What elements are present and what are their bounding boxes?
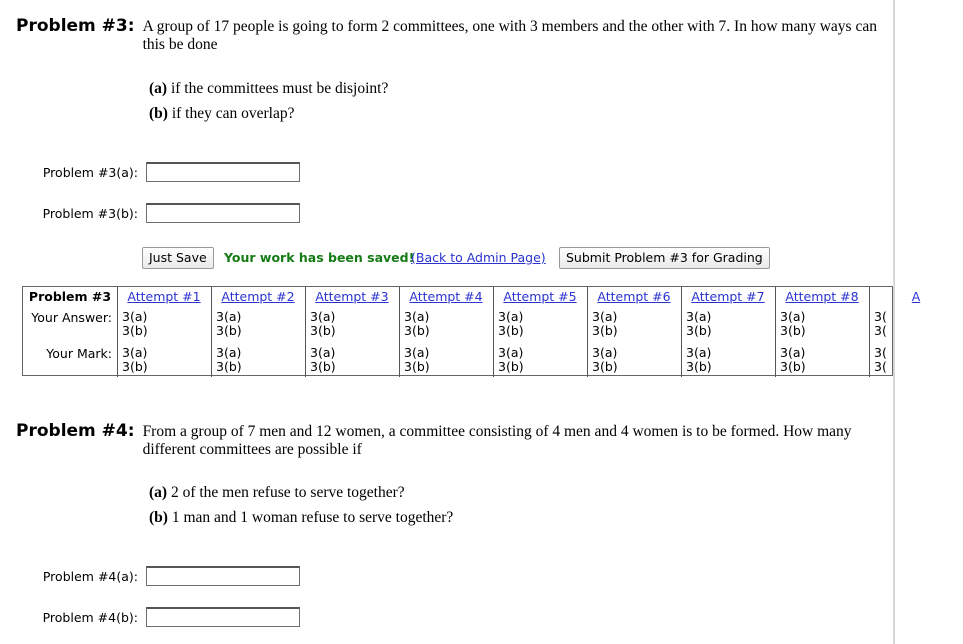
answer-label-3b: Problem #3(b):	[42, 205, 138, 221]
problem-4-part-b	[149, 509, 453, 527]
cell-line: 3(b)	[216, 323, 242, 338]
answer-row-3b	[0, 203, 300, 223]
problem-4-heading: Problem #4:	[16, 421, 135, 441]
problem-3-statement	[16, 16, 884, 54]
part-text: 1 man and 1 woman refuse to serve together?	[171, 509, 454, 526]
cell-line: 3(a)	[780, 345, 806, 360]
row-label-your-mark: Your Mark:	[46, 346, 112, 361]
answer-label-4a: Problem #4(a):	[42, 568, 138, 584]
column-divider	[493, 287, 494, 377]
mark-cell	[780, 346, 806, 374]
attempt-header-8[interactable]	[775, 287, 869, 307]
cell-line: 3(b)	[780, 359, 806, 374]
cell-line: 3(b)	[310, 359, 336, 374]
answer-cell	[686, 310, 712, 338]
attempt-link[interactable]: Attempt #5	[503, 289, 577, 304]
cell-line: 3(a)	[122, 309, 148, 324]
answer-label-4b: Problem #4(b):	[42, 609, 138, 625]
answer-cell	[404, 310, 430, 338]
part-label: (a)	[149, 80, 168, 97]
answer-row-4b	[0, 607, 300, 627]
answer-input-3b[interactable]	[146, 203, 300, 223]
cell-line: 3(a)	[592, 309, 618, 324]
mark-cell	[122, 346, 148, 374]
cell-line: 3(a)	[404, 309, 430, 324]
attempt-header-9[interactable]	[869, 287, 963, 307]
problem-4-statement	[16, 421, 884, 459]
attempt-header-5[interactable]	[493, 287, 587, 307]
mark-cell	[592, 346, 618, 374]
cell-line: 3(a)	[310, 309, 336, 324]
mark-cell	[310, 346, 336, 374]
attempt-link[interactable]: Attempt #4	[409, 289, 483, 304]
answer-row-4a	[0, 566, 300, 586]
cell-line: 3(a)	[498, 345, 524, 360]
attempt-link[interactable]: Attempt #8	[785, 289, 859, 304]
attempt-header-7[interactable]	[681, 287, 775, 307]
cell-line: 3(a)	[686, 345, 712, 360]
problem-3-text: A group of 17 people is going to form 2 committees, one with 3 members and the other with 7. In how many ways can this be done	[142, 18, 877, 53]
cell-line: 3(b)	[592, 359, 618, 374]
column-divider	[399, 287, 400, 377]
row-label-your-answer: Your Answer:	[31, 310, 112, 325]
answer-cell	[592, 310, 618, 338]
part-text: if the committees must be disjoint?	[170, 80, 389, 97]
attempt-link[interactable]: Attempt #3	[315, 289, 389, 304]
column-divider	[681, 287, 682, 377]
cell-line: 3(a)	[404, 345, 430, 360]
saved-message: Your work has been saved!	[224, 250, 415, 265]
page-right-border	[893, 0, 895, 644]
cell-line: 3(	[874, 323, 887, 338]
column-divider	[869, 287, 870, 377]
attempt-header-2[interactable]	[211, 287, 305, 307]
column-divider	[587, 287, 588, 377]
mark-cell	[686, 346, 712, 374]
attempt-header-3[interactable]	[305, 287, 399, 307]
attempt-link[interactable]: Attempt #6	[597, 289, 671, 304]
cell-line: 3(	[874, 345, 887, 360]
cell-line: 3(b)	[404, 323, 430, 338]
answer-row-3a	[0, 162, 300, 182]
column-divider	[775, 287, 776, 377]
cell-line: 3(b)	[780, 323, 806, 338]
answer-cell	[122, 310, 148, 338]
answer-cell	[874, 310, 887, 338]
attempts-table-corner: Problem #3	[28, 289, 112, 304]
part-text: 2 of the men refuse to serve together?	[170, 484, 405, 501]
answer-cell	[780, 310, 806, 338]
cell-line: 3(a)	[592, 345, 618, 360]
attempt-header-1[interactable]	[117, 287, 211, 307]
attempt-header-6[interactable]	[587, 287, 681, 307]
cell-line: 3(b)	[310, 323, 336, 338]
part-label: (b)	[149, 509, 168, 526]
attempts-table	[22, 286, 921, 376]
problem-3-heading: Problem #3:	[16, 16, 135, 36]
answer-cell	[498, 310, 524, 338]
mark-cell	[874, 346, 887, 374]
attempt-link[interactable]: Attempt #1	[127, 289, 201, 304]
cell-line: 3(b)	[498, 359, 524, 374]
mark-cell	[216, 346, 242, 374]
back-to-admin-link[interactable]: (Back to Admin Page)	[411, 250, 546, 265]
problem-3-part-a	[149, 80, 388, 98]
answer-input-3a[interactable]	[146, 162, 300, 182]
just-save-button[interactable]: Just Save	[142, 247, 214, 269]
cell-line: 3(	[874, 309, 887, 324]
column-divider	[211, 287, 212, 377]
answer-cell	[310, 310, 336, 338]
problem-4-text: From a group of 7 men and 12 women, a committee consisting of 4 men and 4 women is to be formed. How many different committees are possible if	[142, 423, 852, 458]
part-label: (a)	[149, 484, 168, 501]
attempt-link[interactable]: Attempt #7	[691, 289, 765, 304]
part-text: if they can overlap?	[171, 105, 295, 122]
problem-4-part-a	[149, 484, 405, 502]
cell-line: 3(b)	[686, 323, 712, 338]
attempt-header-4[interactable]	[399, 287, 493, 307]
cell-line: 3(a)	[216, 345, 242, 360]
cell-line: 3(b)	[498, 323, 524, 338]
cell-line: 3(a)	[122, 345, 148, 360]
attempt-link[interactable]: Attempt #2	[221, 289, 295, 304]
cell-line: 3(a)	[498, 309, 524, 324]
part-label: (b)	[149, 105, 168, 122]
answer-cell	[216, 310, 242, 338]
cell-line: 3(a)	[216, 309, 242, 324]
cell-line: 3(b)	[404, 359, 430, 374]
submit-problem-3-button[interactable]: Submit Problem #3 for Grading	[559, 247, 770, 269]
answer-input-4a[interactable]	[146, 566, 300, 586]
attempt-link[interactable]: A	[911, 289, 921, 304]
cell-line: 3(b)	[216, 359, 242, 374]
cell-line: 3(b)	[686, 359, 712, 374]
cell-line: 3(b)	[122, 323, 148, 338]
problem-3-part-b	[149, 105, 294, 123]
column-divider	[305, 287, 306, 377]
mark-cell	[498, 346, 524, 374]
cell-line: 3(a)	[780, 309, 806, 324]
cell-line: 3(a)	[686, 309, 712, 324]
cell-line: 3(a)	[310, 345, 336, 360]
cell-line: 3(b)	[592, 323, 618, 338]
cell-line: 3(	[874, 359, 887, 374]
answer-input-4b[interactable]	[146, 607, 300, 627]
answer-label-3a: Problem #3(a):	[42, 164, 138, 180]
cell-line: 3(b)	[122, 359, 148, 374]
mark-cell	[404, 346, 430, 374]
